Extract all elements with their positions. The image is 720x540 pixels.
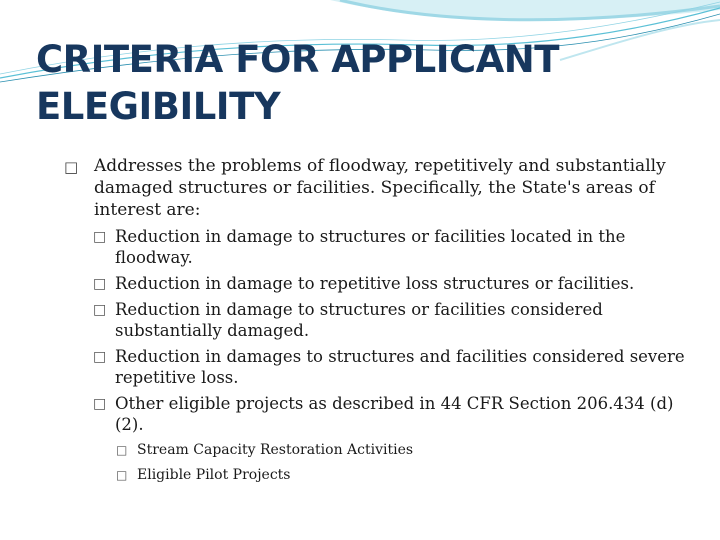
list-item xyxy=(30,273,690,294)
bullet-square-icon: □ xyxy=(93,396,107,412)
sub-list-item xyxy=(30,440,690,461)
list-item-text: Other eligible projects as described in 44 CFR Section 206.434 (d)(2). xyxy=(115,394,674,434)
bullet-square-icon: □ xyxy=(93,229,107,245)
sub-list-item xyxy=(30,465,690,486)
list-item-text: Reduction in damages to structures and facilities considered severe repetitive loss. xyxy=(115,347,685,387)
bullet-square-icon: □ xyxy=(116,468,128,482)
list-item xyxy=(30,299,690,341)
list-item xyxy=(30,346,690,388)
bullet-square-icon: □ xyxy=(64,158,79,176)
sub-list-item-text: Eligible Pilot Projects xyxy=(137,467,291,483)
slide-title-line-1: CRITERIA FOR APPLICANT xyxy=(36,38,560,81)
list-item xyxy=(30,393,690,435)
list-item-text: Reduction in damage to repetitive loss structures or facilities. xyxy=(115,274,635,293)
bullet-intro-text: Addresses the problems of floodway, repetitively and substantially damaged structures or facilities. Specifically, the State's areas of interest are: xyxy=(94,156,666,220)
list-item-text: Reduction in damage to structures or facilities located in the floodway. xyxy=(115,227,626,267)
bullet-square-icon: □ xyxy=(93,349,107,365)
bullet-square-icon: □ xyxy=(93,302,107,318)
bullet-square-icon: □ xyxy=(93,276,107,292)
list-item xyxy=(30,226,690,268)
slide-title-line-2: ELEGIBILITY xyxy=(36,85,281,128)
bullet-intro xyxy=(30,155,690,221)
slide-body xyxy=(30,155,690,487)
bullet-square-icon: □ xyxy=(116,443,128,457)
list-item-text: Reduction in damage to structures or facilities considered substantially damaged. xyxy=(115,300,603,340)
slide-title xyxy=(36,36,696,130)
sub-list-item-text: Stream Capacity Restoration Activities xyxy=(137,442,414,458)
